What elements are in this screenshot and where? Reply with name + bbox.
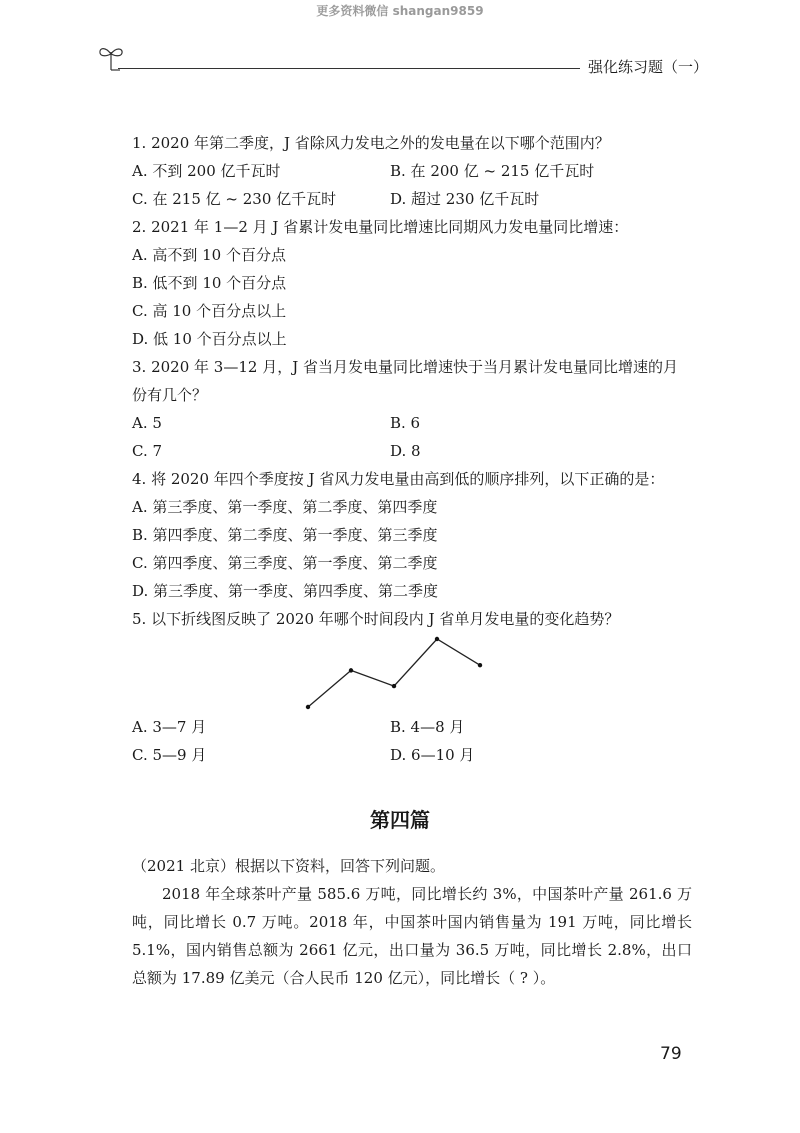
- data-point-4: [435, 637, 439, 641]
- question-2-stem: 2. 2021 年 1—2 月 J 省累计发电量同比增速比同期风力发电量同比增速：: [132, 218, 629, 236]
- reading-passage: [132, 852, 692, 992]
- data-point-3: [392, 684, 396, 688]
- question-3-options-row-2: [132, 437, 692, 465]
- question-3-stem-line-1: 3. 2020 年 3—12 月，J 省当月发电量同比增速快于当月累计发电量同比增速的月: [132, 358, 678, 376]
- question-4-stem: 4. 将 2020 年四个季度按 J 省风力发电量由高到低的顺序排列，以下正确的是：: [132, 470, 665, 488]
- option: D. 第三季度、第一季度、第四季度、第二季度: [132, 582, 439, 600]
- data-point-1: [306, 705, 310, 709]
- option: D. 6—10 月: [390, 746, 475, 764]
- option: A. 3—7 月: [132, 718, 207, 736]
- question-5-options-row-1: [132, 713, 692, 741]
- option: C. 第四季度、第三季度、第一季度、第二季度: [132, 554, 438, 572]
- option: D. 超过 230 亿千瓦时: [390, 190, 540, 208]
- option: A. 5: [132, 414, 162, 432]
- option: B. 4—8 月: [390, 718, 465, 736]
- data-point-5: [478, 663, 482, 667]
- line-chart-container: [132, 633, 692, 713]
- option: B. 低不到 10 个百分点: [132, 274, 287, 292]
- question-1-stem: 1. 2020 年第二季度，J 省除风力发电之外的发电量在以下哪个范围内？: [132, 134, 610, 152]
- option: C. 5—9 月: [132, 746, 207, 764]
- option: C. 高 10 个百分点以上: [132, 302, 287, 320]
- passage-intro: （2021 北京）根据以下资料，回答下列问题。: [132, 857, 445, 875]
- option: C. 在 215 亿 ~ 230 亿千瓦时: [132, 190, 337, 208]
- option: A. 不到 200 亿千瓦时: [132, 162, 281, 180]
- header-title: 强化练习题（一）: [588, 58, 709, 76]
- section-title: 第四篇: [370, 808, 430, 832]
- option: D. 8: [390, 442, 421, 460]
- option: D. 低 10 个百分点以上: [132, 330, 287, 348]
- header-rule: [118, 68, 580, 69]
- question-1-options-row-2: [132, 185, 692, 213]
- page-number: 79: [660, 1044, 682, 1064]
- question-5-options-row-2: [132, 741, 692, 769]
- questions: [132, 129, 692, 769]
- option: A. 高不到 10 个百分点: [132, 246, 286, 264]
- passage-paragraph: 2018 年全球茶叶产量 585.6 万吨，同比增长约 3%，中国茶叶产量 261.6 万吨，同比增长 0.7 万吨。2018 年，中国茶叶国内销售量为 191 万吨，同比增长 5.1%，国内销售总额为 2661 亿元，出口量为 36.5 万吨，同比增长 2.8%，出口总额为 17.89 亿美元（合人民币 120 亿元），同比增长（ ? ）。: [132, 885, 692, 987]
- series-line: [308, 639, 480, 707]
- question-3-stem-line-2: 份有几个？: [132, 386, 208, 404]
- question-5-stem: 5. 以下折线图反映了 2020 年哪个时间段内 J 省单月发电量的变化趋势？: [132, 610, 620, 628]
- watermark: 更多资料微信 shangan9859: [316, 4, 484, 18]
- question-3-options-row-1: [132, 409, 692, 437]
- option: B. 在 200 亿 ~ 215 亿千瓦时: [390, 162, 595, 180]
- option: A. 第三季度、第一季度、第二季度、第四季度: [132, 498, 438, 516]
- option: B. 6: [390, 414, 421, 432]
- data-point-2: [349, 668, 353, 672]
- option: C. 7: [132, 442, 163, 460]
- question-1-options-row-1: [132, 157, 692, 185]
- option: B. 第四季度、第二季度、第一季度、第三季度: [132, 526, 438, 544]
- trend-line-chart: [132, 633, 692, 713]
